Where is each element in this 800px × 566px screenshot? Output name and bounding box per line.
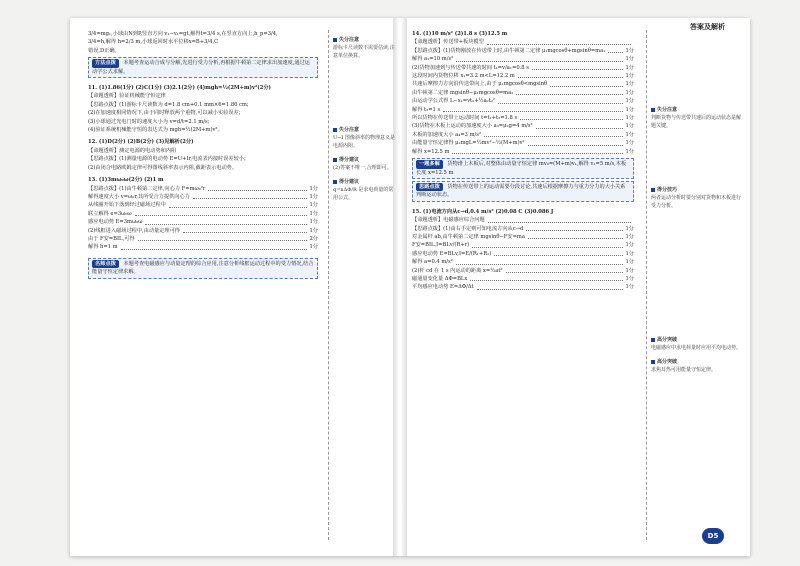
- row-text: 解得 h=1 m: [88, 244, 118, 251]
- row-text: 由能量守恒定律得 μ₂mgL=½mv²−½(M+m)v²: [412, 140, 525, 147]
- row-score: 1分: [625, 123, 634, 130]
- sidebar-text: 求焦耳热可用能量守恒定律。: [651, 367, 717, 373]
- sidebar-heading: 失分注意: [333, 36, 395, 44]
- row-score: 1分: [625, 284, 634, 291]
- row-score: 1分: [625, 267, 634, 274]
- row-text: 【思路点拨】(1)由牛顿第二定律,向心力 F=mω₀²r: [88, 185, 206, 192]
- text-line: (2)在加速度相同情况下,由于同时释放两个重物,可以减小实验误差;: [88, 110, 241, 117]
- row-text: F安=BIL,I=BLv/(R+r): [412, 242, 470, 249]
- row-score: 1分: [309, 244, 318, 251]
- answer-row: [88, 243, 318, 251]
- answer-row: [412, 139, 634, 147]
- row-score: 1分: [625, 148, 634, 155]
- answer-row: [412, 47, 634, 55]
- text-line: 【命题透析】验证机械能守恒定律: [88, 93, 166, 100]
- row-score: 1分: [309, 227, 318, 234]
- row-score: 1分: [625, 131, 634, 138]
- row-text: 平均感应电动势 E=ΔΦ/Δt: [412, 284, 474, 291]
- answer-row: [412, 80, 634, 88]
- row-text: (2)线框进入磁场过程中,由动量定理可得: [88, 227, 180, 234]
- tip-text: 本题考查运动合成与分解,先进行受力分析,再根据牛顿第二定律求出加速度,通过运动学公式求解。: [92, 60, 310, 75]
- row-text: 【命题透析】电磁感应综合问题: [412, 217, 485, 224]
- tip-text: 货物在传送带上的运动需要分段讨论,共速后根据摩擦力与重力分力的大小关系判断运动状态。: [416, 183, 626, 199]
- right-sidebar: [646, 30, 741, 540]
- answer-row: [412, 64, 634, 72]
- answer-row: [412, 241, 634, 249]
- tip-text: 本题考查电磁感应与动量定理的综合应用,注意分析线框运动过程中的受力情况,结合能量守恒定律求解。: [92, 260, 314, 276]
- row-score: 1分: [625, 47, 634, 54]
- answer-row: [88, 193, 318, 201]
- row-score: 1分: [625, 242, 634, 249]
- row-score: 2分: [309, 235, 318, 242]
- answer-row: [412, 283, 634, 291]
- answer-row: [412, 55, 634, 63]
- answer-row: [412, 148, 634, 156]
- answer-row: [88, 210, 318, 218]
- answer-row: [412, 106, 634, 114]
- sidebar-text: q=nΔΦ/R 是求电荷量的常用公式。: [333, 187, 394, 201]
- tip-box: [88, 258, 318, 279]
- text-line: 【思路点拨】(1)测量电源的电动势 E=U+Ir,电流表内接时误差较小;: [88, 156, 246, 163]
- row-text: 由运动学公式得 L−x₁=vt₂+½a₂t₂²: [412, 98, 495, 105]
- tip-box: [412, 158, 634, 179]
- row-score: 1分: [625, 98, 634, 105]
- answer-row: [88, 185, 318, 193]
- text-line: (4)验证系统机械能守恒的表达式为 mgh=½(2M+m)v²。: [88, 127, 223, 134]
- text-line: 【命题透析】测定电源的电动势和内阻: [88, 147, 177, 154]
- sidebar-heading: 失分注意: [651, 106, 741, 114]
- answer-row: [412, 233, 634, 241]
- sidebar-heading: 高分突破: [651, 336, 741, 344]
- tip-label: 名师点拨: [92, 260, 119, 268]
- row-text: 共速后摩擦力方向沿传送带向上,由于 μ₁mgcosθ<mgsinθ: [412, 81, 548, 88]
- row-text: (2)杆 cd 在 1 s 内运动的距离 x=½at²: [412, 267, 503, 274]
- row-text: 木板的加速度大小 a₄=3 m/s²: [412, 131, 482, 138]
- row-score: 1分: [625, 64, 634, 71]
- row-score: 1分: [625, 56, 634, 63]
- tip-text: 货物滑上木板后,对整体由动量守恒定律 mv₀=(M+m)v₁,解得 v₁=5 m/s,木板长度 x=12.5 m: [416, 161, 627, 176]
- row-text: 感应电动势 E=BLv,I=E/(R₁+R₂): [412, 250, 492, 257]
- row-text: 所以货物在传送带上运动时间 t=t₁+t₂=1.8 s: [412, 115, 518, 122]
- answer-row: [88, 227, 318, 235]
- answer-row: [412, 38, 634, 46]
- text-line: (2)由闭合电路欧姆定律可得图线斜率表示内阻,截距表示电动势。: [88, 164, 238, 171]
- row-score: 1分: [309, 202, 318, 209]
- text-line: (3)小球通过光电门时的速度大小为 v=d/t=2.1 m/s;: [88, 118, 210, 125]
- right-page: [412, 30, 634, 292]
- row-text: 感应电动势 E=3mω₀ω: [88, 219, 143, 226]
- question-14-header: 14. (1)10 m/s² (2)1.8 s (3)12.5 m: [412, 31, 508, 37]
- row-text: 由牛顿第二定律 mgsinθ−μ₁mgcosθ=ma₂: [412, 89, 514, 96]
- sidebar-heading: 失分注意: [333, 126, 395, 134]
- row-score: 1分: [625, 233, 634, 240]
- answer-row: [412, 216, 634, 224]
- question-15-header: 15. (1)电流方向从c→d,0.4 m/s² (2)0.08 C (3)0.086 J: [412, 208, 554, 215]
- row-text: 解得 a=0.4 m/s²: [412, 259, 453, 266]
- answer-row: [88, 218, 318, 226]
- row-score: 1分: [625, 225, 634, 232]
- row-text: 从线圈开始下落到经过磁场过程中: [88, 202, 166, 209]
- sidebar-text: U−I 图像斜率的物理意义是电源内阻。: [333, 135, 395, 149]
- question-12-header: 12. (1)D(2分) (2)B(2分) (3)见解析(2分): [88, 139, 194, 146]
- answer-row: [88, 201, 318, 209]
- row-text: 解得速度大小 v=ω₀r,其所受合力提供向心力: [88, 193, 190, 200]
- row-score: 1分: [309, 210, 318, 217]
- answer-row: [412, 275, 634, 283]
- row-score: 1分: [625, 259, 634, 266]
- book-gutter: [393, 18, 407, 556]
- header-title: 答案及解析: [690, 23, 725, 31]
- left-sidebar: [328, 30, 395, 540]
- answer-row: [88, 235, 318, 243]
- row-text: (3)货物在木板上运动的加速度大小 a₃=μ₂g=4 m/s²: [412, 123, 533, 130]
- row-score: 1分: [625, 89, 634, 96]
- left-page: [88, 30, 318, 281]
- row-score: 1分: [625, 275, 634, 282]
- text-line: 【思路点拨】(1)游标卡尺读数为 d=1.8 cm+0.1 mm×6=1.86 cm;: [88, 101, 249, 108]
- row-text: 对金属杆 ab,由牛顿第二定律 mgsinθ−F安=ma: [412, 233, 525, 240]
- row-text: 【思路点拨】(1)货物刚放在传送带上时,由牛顿第二定律 μ₁mgcosθ+mgsinθ=ma₁: [412, 47, 606, 54]
- row-score: 1分: [309, 219, 318, 226]
- question-13-header: 13. (1)3mω₀ω(2分) (2)1 m: [88, 177, 164, 184]
- sidebar-text: (2)答案不唯一,合理即可。: [333, 165, 392, 171]
- tip-label: 思路点拨: [416, 183, 443, 191]
- tip-box: [88, 57, 318, 78]
- row-text: 解得 t₂=1 s: [412, 106, 441, 113]
- sidebar-text: 两者运动分析时要分别对货物和木板进行受力分析。: [651, 195, 742, 209]
- row-score: 1分: [625, 140, 634, 147]
- text-line: 3/4=h,解得 h=2/3 m,小球返回时水平位移x=B+3/4,C: [88, 39, 219, 46]
- question-11-header: 11. (1)1.86(1分) (2)C(1分) (3)2.1(2分) (4)mgh=½(2M+m)v²(2分): [88, 85, 271, 92]
- row-text: 联立解得 e=3ω₀ω: [88, 210, 132, 217]
- answer-row: [412, 267, 634, 275]
- sidebar-text: 电磁感应中求电荷量时应用平均电动势。: [651, 345, 742, 351]
- sidebar-heading: 得分建议: [333, 156, 395, 164]
- answer-row: [412, 131, 634, 139]
- row-score: 1分: [625, 73, 634, 80]
- sidebar-heading: 得分建议: [333, 178, 395, 186]
- answer-row: [412, 89, 634, 97]
- sidebar-text: 判断货物与传送带共速后的运动状态是解题关键。: [651, 115, 742, 129]
- row-score: 1分: [625, 115, 634, 122]
- answer-row: [412, 225, 634, 233]
- answer-row: [412, 97, 634, 105]
- row-score: 1分: [309, 185, 318, 192]
- tip-label: 方法点拨: [92, 59, 119, 67]
- page-number-badge: D5: [702, 528, 724, 544]
- sidebar-heading: 得分技巧: [651, 186, 741, 194]
- sidebar-text: 游标卡尺读数不需要估读,注意单位换算。: [333, 45, 395, 59]
- tip-box: [412, 181, 634, 202]
- row-score: 1分: [625, 106, 634, 113]
- row-score: 1分: [309, 193, 318, 200]
- text-line: 3/4=mg₁,小球由N到P,竖直方向 v₁−v₁=gt,解得t=3/4 s,在竖直方向上,h_p=3/4,: [88, 31, 278, 37]
- answer-row: [412, 258, 634, 266]
- text-line: 错误,D正确。: [88, 47, 120, 54]
- row-text: 磁通量变化量 ΔΦ=BLx: [412, 275, 468, 282]
- tip-label: 一题多解: [416, 160, 443, 168]
- row-text: 这段时间内货物位移 x₁=3.2 m<L=12.2 m: [412, 73, 515, 80]
- answer-row: [412, 114, 634, 122]
- sidebar-heading: 高分突破: [651, 358, 741, 366]
- answer-row: [412, 122, 634, 130]
- row-text: 【思路点拨】(1)由右手定则可知电流方向从c→d: [412, 225, 524, 232]
- row-score: 1分: [625, 81, 634, 88]
- answer-row: [412, 72, 634, 80]
- answer-row: [412, 250, 634, 258]
- row-text: 【命题透析】传送带+板块模型: [412, 39, 484, 46]
- row-text: 解得 a₁=10 m/s²: [412, 56, 454, 63]
- row-score: 1分: [625, 250, 634, 257]
- row-text: 由于 F安=BIL,可得: [88, 235, 135, 242]
- row-text: 解得 x=12.5 m: [412, 148, 450, 155]
- row-text: (2)货物加速到与传送带共速的时间 t₁=v/a₁=0.8 s: [412, 64, 529, 71]
